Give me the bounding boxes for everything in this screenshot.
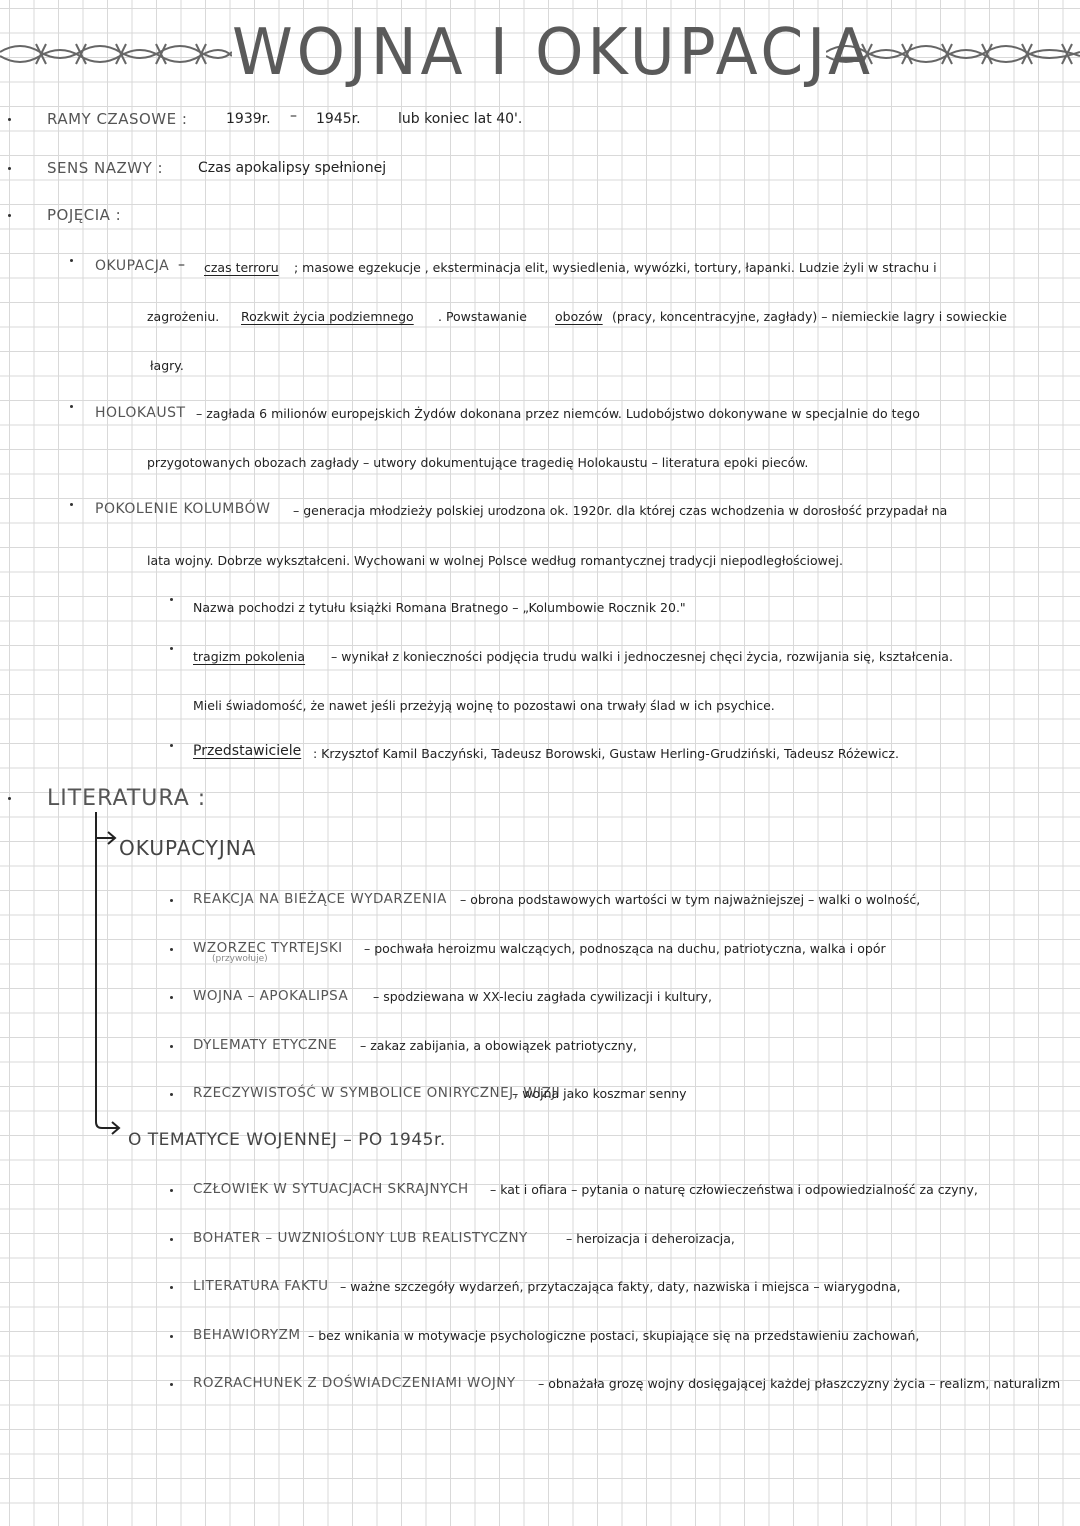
bullet-dot: [170, 1286, 173, 1289]
okup-description: – spodziewana w XX-leciu zagłada cywilizacji i kultury,: [373, 989, 712, 1004]
ramy-dash: –: [290, 108, 297, 124]
kolumbowie-tragizm-term: tragizm pokolenia: [193, 649, 306, 664]
kolumbowie-przedstawiciele: : Krzysztof Kamil Baczyński, Tadeusz Borowski, Gustaw Herling-Grudziński, Tadeusz Różewicz.: [313, 746, 899, 761]
bullet-dot: [8, 118, 11, 121]
okupacja-obozow: obozów: [555, 309, 603, 324]
okupacja-czas-terroru: czas terroru: [204, 260, 279, 275]
holokaust-term: HOLOKAUST: [95, 405, 186, 421]
okupacja-line1: ; masowe egzekucje , eksterminacja elit, wysiedlenia, wywózki, tortury, łapanki. Ludzie żyli w strachu i: [294, 260, 937, 275]
kolumbowie-line1: – generacja młodzieży polskiej urodzona ok. 1920r. dla której czas wchodzenia w dorosłość przypadał na: [293, 503, 948, 518]
post-description: – heroizacja i deheroizacja,: [566, 1230, 735, 1246]
bullet-dot: [70, 259, 73, 262]
okupacja-rozkwit: Rozkwit życia podziemnego: [241, 309, 414, 324]
bullet-dot: [8, 214, 11, 217]
post-term: CZŁOWIEK W SYTUACJACH SKRAJNYCH: [193, 1181, 469, 1197]
okupacja-dash: –: [178, 257, 185, 273]
post-description: – obnażała grozę wojny dosięgającej każdej płaszczyzny życia – realizm, naturalizm: [538, 1376, 1061, 1391]
holokaust-line1: – zagłada 6 milionów europejskich Żydów dokonana przez niemców. Ludobójstwo dokonywane w specjalnie do tego: [196, 406, 920, 421]
kolumbowie-nazwa: Nazwa pochodzi z tytułu książki Romana Bratnego – „Kolumbowie Rocznik 20.": [193, 600, 686, 615]
kolumbowie-term: POKOLENIE KOLUMBÓW: [95, 501, 271, 517]
post-description: – ważne szczegóły wydarzeń, przytaczająca fakty, daty, nazwiska i miejsca – wiarygodna,: [340, 1279, 901, 1294]
branch-arrow-icon: [84, 810, 124, 1140]
post-term: ROZRACHUNEK Z DOŚWIADCZENIAMI WOJNY: [193, 1375, 516, 1391]
okup-description: – obrona podstawowych wartości w tym najważniejszej – walki o wolność,: [460, 892, 921, 907]
kolumbowie-przedstawiciele-term: Przedstawiciele: [193, 743, 302, 759]
ramy-label: RAMY CZASOWE :: [47, 110, 188, 128]
okup-term: WZORZEC TYRTEJSKI: [193, 939, 343, 956]
bullet-dot: [170, 1093, 173, 1096]
barbed-wire-left-icon: [0, 30, 232, 80]
holokaust-line2: przygotowanych obozach zagłady – utwory dokumentujące tragedię Holokaustu – literatura epoki pieców.: [147, 455, 809, 470]
okup-description: – zakaz zabijania, a obowiązek patriotyczny,: [360, 1037, 637, 1053]
bullet-dot: [170, 1383, 173, 1386]
ramy-to: 1945r.: [316, 111, 361, 127]
pojecia-label: POJĘCIA :: [47, 206, 122, 224]
post-term: BEHAWIORYZM: [193, 1326, 301, 1343]
kolumbowie-tragizm-text: – wynikał z konieczności podjęcia trudu walki i jednoczesnej chęci życia, rozwijania się, kształcenia.: [331, 649, 953, 664]
bullet-dot: [8, 167, 11, 170]
bullet-dot: [170, 1335, 173, 1338]
sens-label: SENS NAZWY :: [47, 159, 164, 177]
bullet-dot: [70, 405, 73, 408]
okupacja-powstawanie: . Powstawanie: [438, 309, 527, 324]
post-term: LITERATURA FAKTU: [193, 1278, 329, 1294]
kolumbowie-tragizm-line2: Mieli świadomość, że nawet jeśli przeżyją wojnę to pozostawi ona trwały ślad w ich psychice.: [193, 698, 775, 713]
literatura-label: LITERATURA :: [47, 786, 207, 811]
page-title: WOJNA I OKUPACJA: [232, 16, 874, 90]
okup-description: – wojna jako koszmar senny: [512, 1086, 687, 1101]
okupacyjna-label: OKUPACYJNA: [119, 836, 257, 860]
bullet-dot: [170, 744, 173, 747]
bullet-dot: [170, 647, 173, 650]
okupacja-term: OKUPACJA: [95, 258, 170, 274]
bullet-dot: [170, 899, 173, 902]
ramy-from: 1939r.: [226, 111, 271, 127]
post-description: – kat i ofiara – pytania o naturę człowieczeństwa i odpowiedzialność za czyny,: [490, 1182, 978, 1197]
okup-term: WOJNA – APOKALIPSA: [193, 988, 349, 1004]
okup-term: RZECZYWISTOŚĆ W SYMBOLICE ONIRYCZNEJ, WIZJI: [193, 1085, 561, 1101]
bullet-dot: [170, 1238, 173, 1241]
ramy-alt: lub koniec lat 40'.: [398, 111, 523, 127]
post-term: BOHATER – UWZNIOŚLONY LUB REALISTYCZNY: [193, 1229, 528, 1246]
bullet-dot: [8, 797, 11, 800]
post-description: – bez wnikania w motywacje psychologiczne postaci, skupiające się na przedstawieniu zachowań,: [308, 1327, 920, 1343]
okupacja-obozy-types: (pracy, koncentracyjne, zagłady) – niemieckie lagry i sowieckie: [612, 309, 1007, 324]
bullet-dot: [170, 948, 173, 951]
okupacja-zagrozenie: zagrożeniu.: [147, 309, 220, 324]
okup-term: DYLEMATY ETYCZNE: [193, 1036, 338, 1053]
bullet-dot: [170, 598, 173, 601]
po-1945-label: O TEMATYCE WOJENNEJ – PO 1945r.: [128, 1130, 446, 1150]
okupacja-lagry: łagry.: [150, 358, 184, 373]
bullet-dot: [170, 1045, 173, 1048]
bullet-dot: [70, 503, 73, 506]
bullet-dot: [170, 1189, 173, 1192]
bullet-dot: [170, 996, 173, 999]
okup-term: REAKCJA NA BIEŻĄCE WYDARZENIA: [193, 891, 447, 907]
tyrtejski-note: (przywołuje): [212, 954, 268, 964]
sens-value: Czas apokalipsy spełnionej: [198, 160, 387, 176]
kolumbowie-line2: lata wojny. Dobrze wykształceni. Wychowani w wolnej Polsce według romantycznej tradycji niepodległościowej.: [147, 553, 843, 568]
okup-description: – pochwała heroizmu walczących, podnosząca na duchu, patriotyczna, walka i opór: [364, 940, 886, 956]
